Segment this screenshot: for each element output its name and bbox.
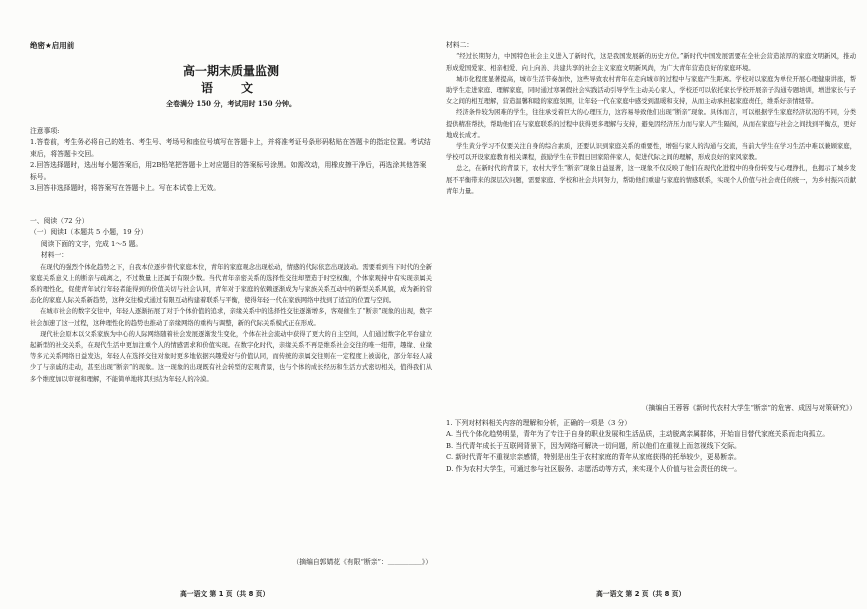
material2-paragraph: “经过长期努力，中国特色社会主义进入了新时代，这是我国发展新的历史方位。”新时代中国发展需要在全社会营造浓厚的家庭文明新风，推动形成爱国爱家、相亲相爱、向上向善、共建共享的社会主义家庭文明新风尚，为广大青年营造良好的家庭环境。 [446,53,856,72]
page-footer: 高一语文 第 2 页（共 8 页） [596,590,686,598]
material1-paragraph: 在城市社会的数字交往中，年轻人逐渐拓展了对于个体价值的追求，亲缘关系中的选择性交往逐渐增多，客观催生了“断亲”现象的出现，数字社会加速了这一过程，这种理性化的趋势也推动了亲缘网络的重构与调整，新的代际关系模式正在形成。 [30,308,432,327]
source1-block [30,556,432,566]
page-left [30,0,432,609]
notes-heading: 注意事项: [30,127,60,135]
part-heading: 一、阅读（72 分） [30,217,89,225]
question-1 [446,418,856,475]
sub-heading: （一）阅读Ⅰ（本题共 5 小题，19 分） [30,228,148,237]
material2-paragraph: 经济条件较为困难的学生，往往承受着巨大的心理压力，这容易导致他们出现“断亲”现象。具体而言，可以根据学生家庭经济状况的不同，分类提供精准帮扶，帮助他们在与家庭联系的过程中获得更多理解与支持，避免因经济压力而与家人产生隔阂，从而在家庭与社会之间找到平衡点，更好地成长成才。 [446,109,856,139]
material2-label: 材料二： [446,41,474,49]
page-right [446,0,856,609]
material2-block [446,40,856,197]
source-citation: （摘编自郭婧花《有限“断亲”：＿＿＿＿＿》） [292,558,432,566]
note-item: 3.回答非选择题时，将答案写在答题卡上。写在本试卷上无效。 [30,184,220,193]
option-d[interactable]: D. 作为农村大学生，可通过参与社区服务、志愿活动等方式，来实现个人价值与社会责任的统一。 [446,464,741,473]
material1-paragraph: 现代社会原本以父系家族为中心的人际网络随着社会发展逐渐发生变化，个体在社会流动中获得了更大的自主空间，人们通过数字化平台建立起新型的社交关系，在现代生活中更加注重个人的情感需求和价值实现。在数字化时代，亲缘关系不再是维系社会交往的唯一纽带，趣缘、业缘等多元关系网络日益发达，年轻人在选择交往对象时更多地依据兴趣爱好与价值认同，而传统的亲属交往则在一定程度上被弱化，部分年轻人减少了与亲戚的走动，甚至出现“断亲”的现象。这一现象的出现既有社会转型的宏观背景，也与个体的成长经历和生活方式密切相关，值得我们从多个维度加以审视和理解，不能简单地将其归结为年轻人的冷漠。 [30,330,432,383]
score-info: 全卷满分 150 分，考试用时 150 分钟。 [166,99,296,108]
reading-section [30,216,432,385]
note-item: 1.答卷前，考生务必将自己的姓名、考生号、考场号和座位号填写在答题卡上，并将准考证号条形码粘贴在答题卡的指定位置。考试结束后，将答题卡交回。 [30,138,431,158]
material2-paragraph: 总之，在新时代的背景下，农村大学生“断亲”现象日益显著，这一现象不仅反映了他们在现代化进程中的身份转变与心理挣扎，也揭示了城乡发展不平衡带来的深层次问题，需要家庭、学校和社会共同努力，帮助他们重建与家庭的情感联系，实现个人价值与社会责任的统一，为乡村振兴贡献青年力量。 [446,165,856,195]
option-a[interactable]: A. 当代个体化趋势明显，青年为了专注于自身的职业发展和生活品质，主动脱离亲属群体，开始盲目替代家庭关系而走向孤立。 [446,430,830,439]
subject-title: 语 文 [200,81,261,95]
source-citation: （摘编自王蓉蓉《新时代农村大学生“断亲”的危害、成因与对策研究》） [641,404,856,412]
note-item: 2.回答选择题时，选出每小题答案后，用2B铅笔把答题卡上对应题目的答案标号涂黑。如需改动，用橡皮擦干净后，再选涂其他答案标号。 [30,161,427,181]
material1-paragraph: 在现代的强烈个体化趋势之下，自我本位逐步替代家庭本位，青年的家庭观念出现松动，情感的代际依恋出现波动。需要看到当下时代的全新家庭关系意义上的断亲与疏离之，不过数量上还属于有限少数。当代青年亲密关系的选择性交往却塑造于时空权衡，个体家观持中有实现亲属关系的理性化，促使青年试行年轻者能得到的价值关切与社会认同，青年对于家庭的依赖逐渐成为与家族关系互动中的新型关系风貌，成为新的常态化的家庭人际关系新趋势，这种交往模式通过有限互动构建着联系与平衡，使得年轻一代在家族网络中找到了适宜的位置与空间。 [30,263,432,305]
instruction: 阅读下面的文字，完成 1～5 题。 [40,239,143,248]
notes-block [30,126,432,194]
option-b[interactable]: B. 当代青年成长于互联网背景下，因为网络可解决一切问题，所以他们在重视上而忽视线下交际。 [446,441,741,450]
secret-label: 绝密★启用前 [30,41,75,50]
question-stem: 1. 下列对材料相关内容的理解和分析，正确的一项是（3 分） [446,419,632,427]
source2-block [446,402,856,412]
material2-paragraph: 城市化程度显著提高，城市生活节奏加快，这些导致农村青年在走向城市的过程中与家庭产生距离。学校对以家庭为单位开展心理健康讲座，帮助学生走进家庭、理解家庭，同时通过寒暑假社会实践活动引导学生主动关心家人，学校还可以依托家长学校开展亲子沟通专题培训，增进家长与子女之间的相互理解，营造温馨和睦的家庭氛围，让年轻一代在家庭中感受到温暖和支持，从而主动承担起家庭责任，维系好亲情纽带。 [446,75,856,106]
page-footer: 高一语文 第 1 页（共 8 页） [180,590,270,598]
material2-paragraph: 学生黄分学习不仅要关注自身的综合素质，还要认识到家庭关系的重要性，增强与家人的沟通与交流，当前大学生在学习生活中难以兼顾家庭，学校可以开设家庭教育相关课程，鼓励学生在节假日回家陪伴家人，促进代际之间的理解，形成良好的家风家教。 [446,143,856,162]
option-c[interactable]: C. 新时代青年不重视宗亲感情，特别是出生于农村家庭的青年从家庭获得的托举较少，更易断亲。 [446,453,741,462]
exam-title: 高一期末质量监测 [182,64,279,78]
material1-label: 材料一： [40,251,69,260]
